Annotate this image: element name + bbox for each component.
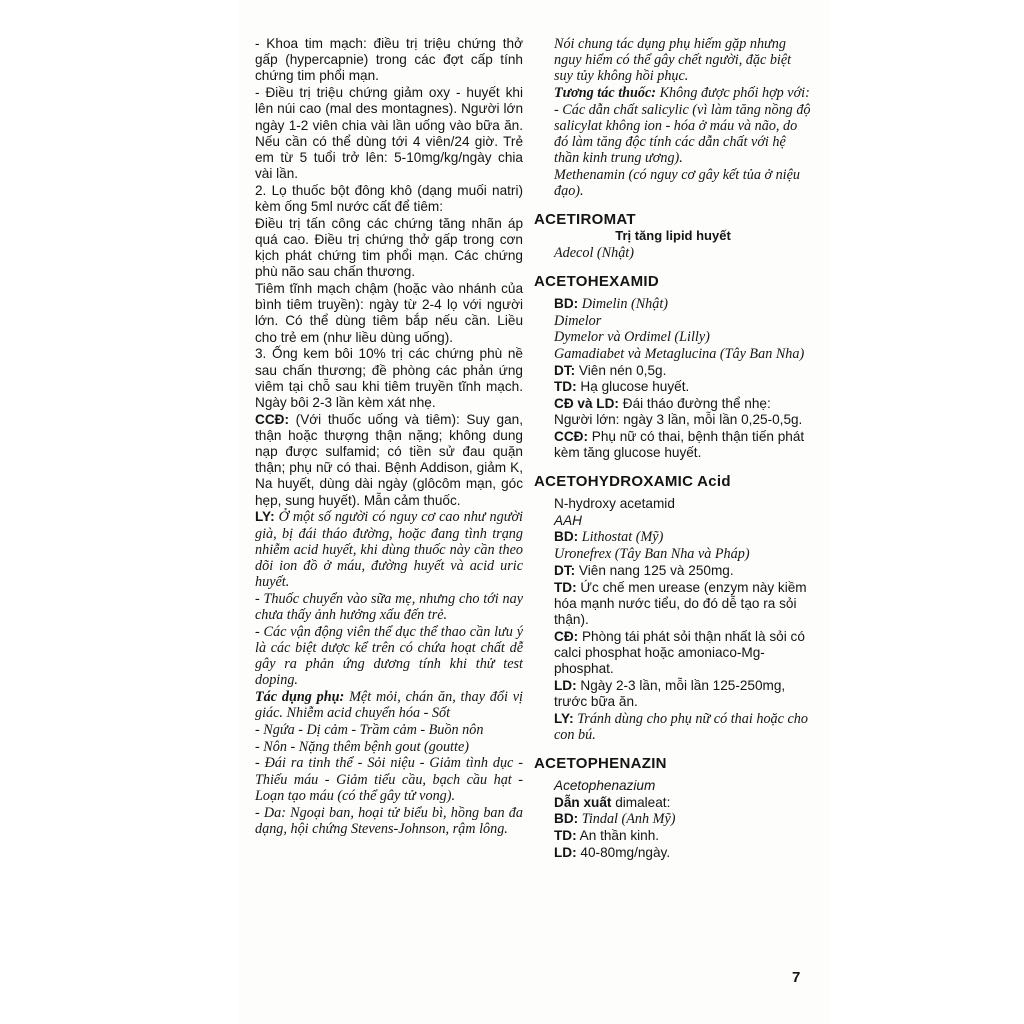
precautions — [255, 509, 523, 590]
drug-interactions-methenamin: Methenamin (có nguy cơ gây kết tủa ở niệu đạo). — [554, 167, 801, 200]
entry-title-acetophenazin: ACETOPHENAZIN — [534, 754, 667, 772]
acetohexamid-action — [534, 379, 812, 395]
precautions-breastfeeding: - Thuốc chuyển vào sữa mẹ, nhưng cho tới nay chưa thấy ảnh hưởng xấu đến trẻ. — [255, 590, 523, 624]
acetohydroxamic-action — [534, 580, 812, 629]
acetohydroxamic-ld-text: Ngày 2-3 lần, mỗi lần 125-250mg, trước bữa ăn. — [554, 677, 786, 710]
paragraph-iv-dosage: Tiêm tĩnh mạch chậm (hoặc vào nhánh của bình tiêm truyền): ngày từ 2-4 lọ với người lớn. Có thể dùng tiêm bắp nếu cần. Liều cho trẻ em (như liều dùng uống). — [255, 281, 523, 345]
acetohexamid-bd-3: Dymelor và Ordimel (Lilly) — [554, 329, 710, 346]
paragraph-cream: 3. Ống kem bôi 10% trị các chứng phù nề sau chấn thương; đề phòng các phản ứng viêm tại chỗ sau khi tiêm truyền tĩnh mạch. Ngày bôi 2-3 lần kèm xát nhẹ. — [255, 346, 523, 410]
entry-title-acetohydroxamic: ACETOHYDROXAMIC Acid — [534, 472, 731, 490]
acetohexamid-bd-4: Gamadiabet và Metaglucina (Tây Ban Nha) — [554, 345, 805, 362]
acetophenazin-latin: Acetophenazium — [554, 777, 656, 793]
acetohydroxamic-td-text: Ức chế men urease (enzym này kiềm hóa mạnh nước tiểu, do đó dễ tạo ra sỏi thận). — [554, 579, 807, 627]
side-effects-line-4: - Đái ra tinh thể - Sỏi niệu - Giảm tình dục - Thiếu máu - Giảm tiểu cầu, bạch cầu hạt - Loạn tạo máu (có thể gây tử vong). — [255, 755, 523, 804]
paragraph-glaucoma: Điều trị tấn công các chứng tăng nhãn áp quá cao. Điều trị chứng thở gấp trong cơn kịch phát chứng tim phổi mạn. Các chứng phù não sau chấn thương. — [255, 215, 523, 280]
acetohydroxamic-brands — [534, 529, 812, 545]
contraindications-label: CCĐ: — [255, 411, 289, 427]
acetophenazin-deriv-label: Dẫn xuất — [554, 794, 612, 810]
acetohexamid-cd-ld-label: CĐ và LD: — [554, 396, 619, 412]
acetohydroxamic-synonym-1: N-hydroxy acetamid — [554, 496, 675, 512]
acetohydroxamic-dt-label: DT: — [554, 562, 576, 578]
contraindications-text: (Với thuốc uống và tiêm): Suy gan, thận hoặc thượng thận nặng; không dung nạp được sulfamid; có tiền sử đau quặn thận; phụ nữ có thai. Bệnh Addison, giảm K, Na huyết, dùng dài ngày (glôcôm mạn, góc hẹp, sung huyết). Mẫn cảm thuốc. — [255, 411, 523, 508]
entry-title-acetohexamid: ACETOHEXAMID — [534, 272, 659, 290]
continued-side-effects: Nói chung tác dụng phụ hiếm gặp nhưng nguy hiểm có thể gây chết người, đặc biệt suy tủy không hồi phục. — [554, 36, 792, 85]
acetohydroxamic-ld-label: LD: — [554, 677, 577, 693]
side-effects-line-5: - Da: Ngoại ban, hoại tử biểu bì, hồng ban đa dạng, hội chứng Stevens-Johnson, rậm lông. — [255, 804, 523, 837]
acetohydroxamic-precautions — [534, 711, 812, 743]
acetohexamid-cd-ld-text: Đái tháo đường thể nhẹ: Người lớn: ngày 3 lần, mỗi lần 0,25-0,5g. — [554, 396, 803, 428]
acetohydroxamic-bd-2: Uronefrex (Tây Ban Nha và Pháp) — [554, 546, 750, 563]
right-column — [534, 36, 812, 861]
side-effects-line-2: - Ngứa - Dị cảm - Trầm cảm - Buồn nôn — [255, 722, 484, 739]
acetohexamid-td-label: TD: — [554, 379, 577, 395]
acetohexamid-contraindications — [534, 429, 812, 461]
precautions-label: LY: — [255, 509, 275, 525]
acetohexamid-ccd-text: Phụ nữ có thai, bệnh thận tiến phát kèm tăng glucose huyết. — [554, 428, 805, 461]
contraindications — [255, 412, 523, 509]
acetohydroxamic-synonym-2: AAH — [554, 512, 582, 528]
acetohydroxamic-td-label: TD: — [554, 579, 577, 595]
page-number: 7 — [792, 969, 801, 986]
acetohydroxamic-ly-label: LY: — [554, 710, 574, 726]
acetohexamid-bd-1: Dimelin (Nhật) — [578, 295, 669, 312]
acetophenazin-ld-text: 40-80mg/ngày. — [576, 844, 671, 860]
acetohexamid-dt-text: Viên nén 0,5g. — [575, 362, 667, 378]
acetiromat-brand: Adecol (Nhật) — [554, 244, 634, 261]
acetophenazin-brand — [534, 811, 812, 827]
drug-interactions-label: Tương tác thuốc: — [554, 85, 657, 102]
entry-title-acetiromat: ACETIROMAT — [534, 211, 636, 229]
acetohexamid-ccd-label: CCĐ: — [554, 428, 588, 444]
acetohexamid-dt-label: DT: — [554, 362, 576, 378]
acetophenazin-deriv-text: dimaleat: — [611, 794, 671, 810]
acetophenazin-action — [534, 828, 812, 844]
acetophenazin-ld-label: LD: — [554, 844, 577, 860]
acetohexamid-brands — [534, 296, 812, 312]
drug-interactions-text: Không được phối hợp với: — [656, 85, 810, 102]
left-column — [255, 36, 523, 837]
acetohydroxamic-dosage-form — [534, 563, 812, 579]
acetohexamid-indication-dosage — [534, 396, 812, 428]
acetohexamid-bd-2: Dimelor — [554, 312, 602, 329]
acetohydroxamic-bd-label: BD: — [554, 529, 579, 545]
acetohexamid-dosage-form — [534, 363, 812, 379]
side-effects-text: Mệt mỏi, chán ăn, thay đổi vị giác. Nhiễm acid chuyển hóa - Sốt — [255, 689, 523, 722]
acetophenazin-derivative — [534, 795, 812, 811]
acetohydroxamic-indication — [534, 629, 812, 678]
acetohydroxamic-cd-label: CĐ: — [554, 628, 579, 644]
acetohexamid-td-text: Hạ glucose huyết. — [576, 379, 690, 395]
acetophenazin-bd-label: BD: — [554, 811, 579, 827]
drug-interactions — [554, 85, 812, 101]
precautions-text: Ở một số người có nguy cơ cao như người già, bị đái tháo đường, hoặc đang tình trạng nhiễm acid huyết, khi dùng thuốc này cần theo dõi ion đồ ở máu, đường huyết và acid uric huyết. — [255, 509, 523, 591]
acetohydroxamic-ly-text: Tránh dùng cho phụ nữ có thai hoặc cho con bú. — [554, 710, 808, 743]
acetophenazin-td-text: An thần kinh. — [576, 827, 660, 843]
precautions-athletes: - Các vận động viên thể dục thể thao cần lưu ý là các biệt dược kể trên có chứa hoạt chất dễ gây ra phản ứng dương tính khi thử test doping. — [255, 623, 523, 689]
acetohydroxamic-cd-text: Phòng tái phát sỏi thận nhất là sỏi có calci phosphat hoặc amoniaco-Mg-phosphat. — [554, 628, 805, 677]
continued-text — [534, 36, 812, 200]
side-effects-line-3: - Nôn - Nặng thêm bệnh gout (goutte) — [255, 738, 469, 755]
drug-interactions-salicylic: - Các dẫn chất salicylic (vì làm tăng nồng độ salicylat không ion - hóa ở máu và não, do đó làm tăng độc tính các dẫn chất với hệ thần kinh trung ương). — [554, 101, 811, 167]
paragraph-injection-vial: 2. Lọ thuốc bột đông khô (dạng muối natri) kèm ống 5ml nước cất để tiêm: — [255, 182, 523, 215]
side-effects-label: Tác dụng phụ: — [255, 689, 345, 706]
paragraph-altitude: - Điều trị triệu chứng giảm oxy - huyết khi lên núi cao (mal des montagnes). Người lớn ngày 1-2 viên chia vài lần uống vào bữa ăn. Nếu cần có thể dùng tới 4 viên/24 giờ. Trẻ em từ 5 tuổi trở lên: 5-10mg/kg/ngày chia vài lần. — [255, 85, 523, 182]
paragraph-cardiology: - Khoa tim mạch: điều trị triệu chứng thở gấp (hypercapnie) trong các đợt cấp tính chứng tim phổi mạn. — [255, 36, 523, 84]
acetohydroxamic-dosage — [534, 678, 812, 710]
acetohydroxamic-bd-1: Lithostat (Mỹ) — [578, 529, 664, 546]
acetophenazin-dosage — [534, 845, 812, 861]
acetophenazin-td-label: TD: — [554, 827, 577, 843]
acetohexamid-bd-label: BD: — [554, 295, 579, 311]
acetophenazin-bd-text: Tindal (Anh Mỹ) — [578, 811, 676, 828]
acetohydroxamic-dt-text: Viên nang 125 và 250mg. — [575, 562, 734, 578]
acetiromat-subtitle: Trị tăng lipid huyết — [615, 228, 731, 244]
side-effects — [255, 689, 523, 721]
